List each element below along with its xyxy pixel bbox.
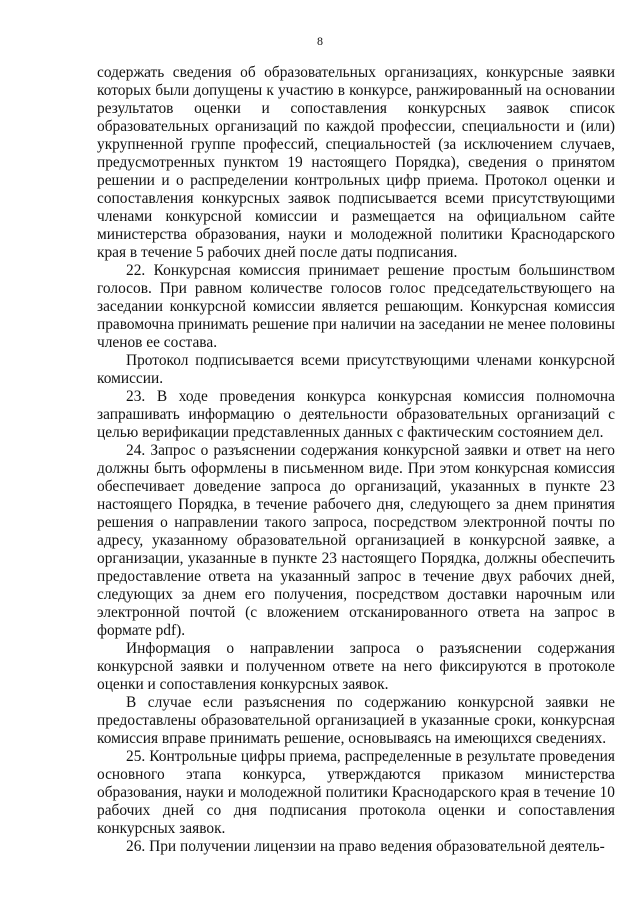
paragraph-26: 26. При получении лицензии на право ведения образовательной деятель- (126, 838, 605, 855)
paragraph-no-clarification: В случае если разъяснения по содержанию конкурсной заявки не предоставлены образовательной организацией в указанные сроки, конкурсная комиссия вправе принимать решение, основываясь на имеющихся сведениях. (97, 694, 615, 747)
paragraph-protocol-contents: содержать сведения об образовательных организациях, конкурсные заявки которых были допущены к участию в конкурсе, ранжированный на основании результатов оценки и сопоставления конкурсных заявок список образовательных организаций по каждой профессии, специальности и (или) укрупненной группе профессий, специальностей (за исключением случаев, предусмотренных пунктом 19 настоящего Порядка), сведения о принятом решении и о распределении контрольных цифр приема. Протокол оценки и сопоставления конкурсных заявок подписывается всеми присутствующими членами конкурсной комиссии и размещается на официальном сайте министерства образования, науки и молодежной политики Краснодарского края в течение 5 рабочих дней после даты подписания. (97, 64, 615, 261)
paragraph-request-info: Информация о направлении запроса о разъяснении содержания конкурсной заявки и полученном ответе на него фиксируются в протоколе оценки и сопоставления конкурсных заявок. (97, 640, 615, 693)
paragraph-23: 23. В ходе проведения конкурса конкурсная комиссия полномочна запрашивать информацию о деятельности образовательных организаций с целью верификации представленных данных с фактическим состоянием дел. (97, 388, 615, 441)
document-body (97, 64, 615, 856)
paragraph-protocol-signing: Протокол подписывается всеми присутствующими членами конкурсной комиссии. (97, 352, 615, 387)
page-number: 8 (317, 34, 323, 48)
paragraph-24: 24. Запрос о разъяснении содержания конкурсной заявки и ответ на него должны быть оформлены в письменном виде. При этом конкурсная комиссия обеспечивает доведение запроса до организаций, указанных в пункте 23 настоящего Порядка, в течение рабочего дня, следующего за днем принятия решения о направлении такого запроса, посредством электронной почты по адресу, указанному образовательной организацией в конкурсной заявке, а организации, указанные в пункте 23 настоящего Порядка, должны обеспечить предоставление ответа на указанный запрос в течение двух рабочих дней, следующих за днем его получения, посредством доставки нарочным или электронной почтой (с вложением отсканированного ответа на запрос в формате pdf). (97, 442, 615, 639)
paragraph-25: 25. Контрольные цифры приема, распределенные в результате проведения основного этапа конкурса, утверждаются приказом министерства образования, науки и молодежной политики Краснодарского края в течение 10 рабочих дней со дня подписания протокола оценки и сопоставления конкурсных заявок. (97, 748, 615, 837)
paragraph-22: 22. Конкурсная комиссия принимает решение простым большинством голосов. При равном количестве голосов голос председательствующего на заседании конкурсной комиссии является решающим. Конкурсная комиссия правомочна принимать решение при наличии на заседании не менее половины членов ее состава. (97, 262, 615, 351)
